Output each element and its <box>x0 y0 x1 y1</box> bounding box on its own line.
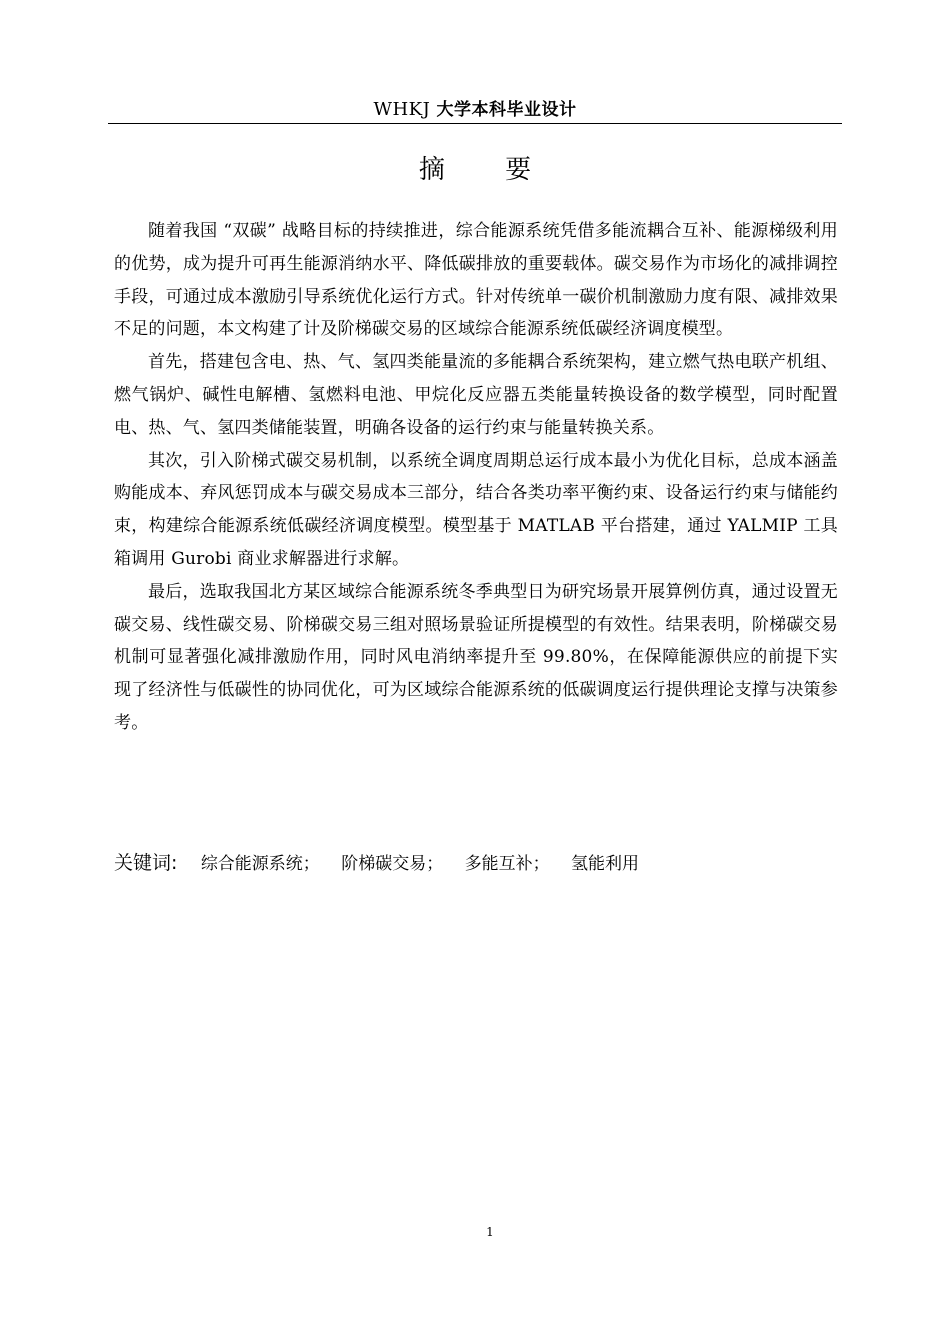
keyword-item: 阶梯碳交易； <box>341 854 444 874</box>
keyword-item: 多能互补； <box>464 854 550 874</box>
page-title: 摘 要 <box>418 155 558 185</box>
header-rule <box>108 123 842 124</box>
abstract-body <box>114 215 838 740</box>
page-header <box>108 96 842 124</box>
keyword-item: 氢能利用 <box>571 854 640 874</box>
keywords-line <box>114 848 838 879</box>
abstract-paragraph: 最后，选取我国北方某区域综合能源系统冬季典型日为研究场景开展算例仿真，通过设置无碳交易、线性碳交易、阶梯碳交易三组对照场景验证所提模型的有效性。结果表明，阶梯碳交易机制可显著强化减排激励作用，同时风电消纳率提升至 99.80%，在保障能源供应的前提下实现了经济性与低碳性的协同优化，可为区域综合能源系统的低碳调度运行提供理论支撑与决策参考。 <box>114 581 838 733</box>
abstract-paragraph: 随着我国 “双碳” 战略目标的持续推进，综合能源系统凭借多能流耦合互补、能源梯级利用的优势，成为提升可再生能源消纳水平、降低碳排放的重要载体。碳交易作为市场化的减排调控手段，可通过成本激励引导系统优化运行方式。针对传统单一碳价机制激励力度有限、减排效果不足的问题，本文构建了计及阶梯碳交易的区域综合能源系统低碳经济调度模型。 <box>114 221 838 340</box>
keywords-label: 关键词: <box>114 852 178 874</box>
page-number: 1 <box>486 1225 494 1239</box>
header-prefix: WHKJ <box>373 99 431 120</box>
abstract-paragraph: 首先，搭建包含电、热、气、氢四类能量流的多能耦合系统架构，建立燃气热电联产机组、燃气锅炉、碱性电解槽、氢燃料电池、甲烷化反应器五类能量转换设备的数学模型，同时配置电、热、气、氢四类储能装置，明确各设备的运行约束与能量转换关系。 <box>114 352 838 438</box>
keyword-item: 综合能源系统； <box>200 854 320 874</box>
abstract-paragraph: 其次，引入阶梯式碳交易机制，以系统全调度周期总运行成本最小为优化目标，总成本涵盖购能成本、弃风惩罚成本与碳交易成本三部分，结合各类功率平衡约束、设备运行约束与储能约束，构建综合能源系统低碳经济调度模型。模型基于 MATLAB 平台搭建，通过 YALMIP 工具箱调用 Gurobi 商业求解器进行求解。 <box>114 450 838 569</box>
header-school: 大学本科毕业设计 <box>436 100 577 120</box>
